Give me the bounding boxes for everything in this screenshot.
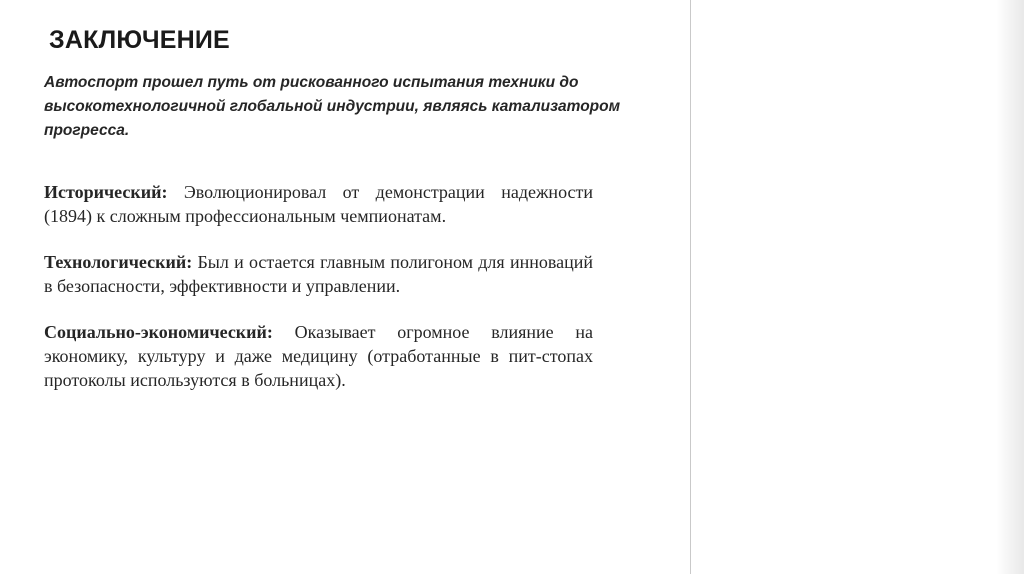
right-edge-shadow [996,0,1024,574]
text-technological: Был и остается главным полигоном для инноваций в безопасности, эффективности и управлении. [44,252,593,296]
slide-subtitle: Автоспорт прошел путь от рискованного испытания техники до высокотехнологичной глобальной индустрии, являясь катализатором прогресса. [44,74,621,139]
vertical-divider [690,0,691,574]
conclusion-body [44,180,593,414]
term-socioeconomic: Социально-экономический: [44,322,273,342]
paragraph-historical [44,180,593,228]
text-historical: Эволюционировал от демонстрации надежности (1894) к сложным профессиональным чемпионатам. [44,182,594,226]
slide-title: ЗАКЛЮЧЕНИЕ [49,26,230,54]
term-historical: Исторический: [44,182,168,202]
paragraph-socioeconomic [44,320,593,392]
paragraph-technological [44,250,593,298]
term-technological: Технологический: [44,252,193,272]
text-socioeconomic: Оказывает огромное влияние на экономику, культуру и даже медицину (отработанные в пит-стопах протоколы используются в больницах). [44,322,593,390]
